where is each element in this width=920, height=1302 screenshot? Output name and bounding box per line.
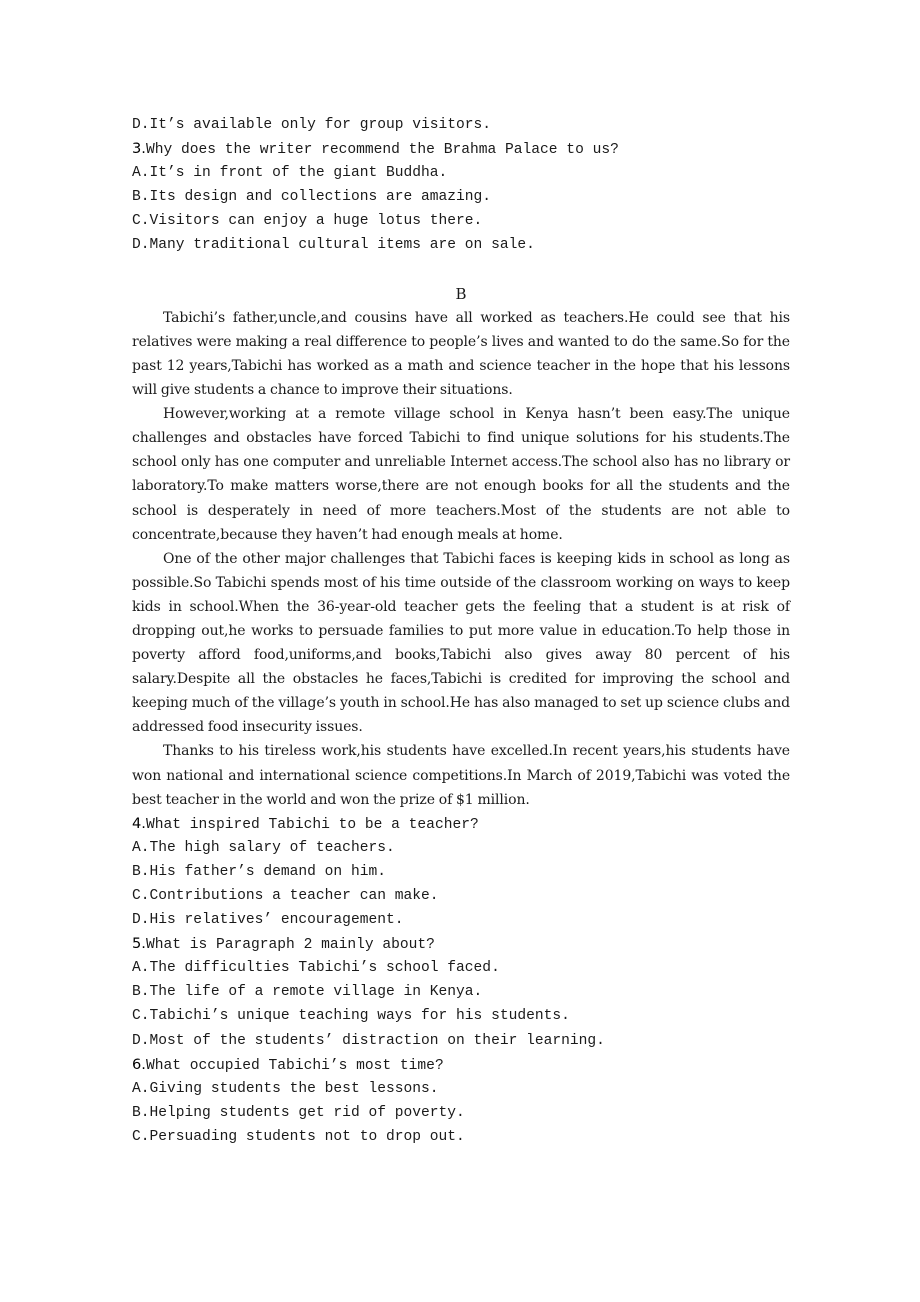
question-4 <box>132 812 790 836</box>
question-number: 5. <box>132 935 146 953</box>
question-text: What occupied Tabichi’s most time? <box>145 1057 444 1074</box>
q5-option-b: B.The life of a remote village in Kenya. <box>132 984 483 1001</box>
paragraph-text: Thanks to his tireless work,his students have excelled.In recent years,his students have won national and international science competitions.In March of 2019,Tabichi was voted the best teacher in the world and won the prize of $1 million. <box>132 743 790 808</box>
q3-option-b: B.Its design and collections are amazing. <box>132 189 492 206</box>
question-number: 6. <box>132 1055 146 1073</box>
q4-option-b: B.His father’s demand on him. <box>132 863 386 880</box>
q3-option-c: C.Visitors can enjoy a huge lotus there. <box>132 213 483 230</box>
section-heading: B <box>455 284 467 303</box>
q4-option-a: A.The high salary of teachers. <box>132 839 395 856</box>
q3-option-d: D.Many traditional cultural items are on sale. <box>132 237 535 254</box>
q4-option-d: D.His relatives’ encouragement. <box>132 912 404 929</box>
paragraph-text: Tabichi’s father,uncle,and cousins have all worked as teachers.He could see that his relatives were making a real difference to people’s lives and wanted to do the same.So for the past 12 years,Tabichi has worked as a math and science teacher in the hope that his lessons will give students a chance to improve their situations. <box>132 309 790 399</box>
paragraph-text: However,working at a remote village school in Kenya hasn’t been easy.The unique challenges and obstacles have forced Tabichi to find unique solutions for his students.The school only has one computer and unreliable Internet access.The school also has no library or laboratory.To make matters worse,there are not enough books for all the students and the school is desperately in need of more teachers.Most of the students are not able to concentrate,because they haven’t had enough meals at home. <box>132 406 790 543</box>
paragraph-text: One of the other major challenges that Tabichi faces is keeping kids in school as long as possible.So Tabichi spends most of his time outside of the classroom working on ways to keep kids in school.When the 36-year-old teacher gets the feeling that a student is at risk of dropping out,he works to persuade families to put more value in education.To help those in poverty afford food,uniforms,and books,Tabichi also gives away 80 percent of his salary.Despite all the obstacles he faces,Tabichi is credited for improving the school and keeping much of the village’s youth in school.He has also managed to set up science clubs and addressed food insecurity issues. <box>132 550 790 736</box>
q5-option-c: C.Tabichi’s unique teaching ways for his students. <box>132 1008 570 1025</box>
passage-paragraph-2 <box>132 402 790 547</box>
q4-option-c: C.Contributions a teacher can make. <box>132 888 439 904</box>
question-text: Why does the writer recommend the Brahma Palace to us? <box>145 142 619 159</box>
question-number: 3. <box>132 140 146 158</box>
q2-option-d: D.It’s available only for group visitors. <box>132 117 492 133</box>
q3-option-a: A.It’s in front of the giant Buddha. <box>132 165 448 182</box>
q6-option-c: C.Persuading students not to drop out. <box>132 1128 465 1145</box>
question-text: What inspired Tabichi to be a teacher? <box>145 816 479 833</box>
question-3 <box>132 137 790 161</box>
exam-page <box>132 113 790 1149</box>
passage-paragraph-3 <box>132 547 790 740</box>
question-5 <box>132 932 790 956</box>
q5-option-a: A.The difficulties Tabichi’s school faced. <box>132 960 500 977</box>
q6-option-b: B.Helping students get rid of poverty. <box>132 1104 465 1121</box>
q6-option-a: A.Giving students the best lessons. <box>132 1080 439 1097</box>
question-6 <box>132 1053 790 1077</box>
passage-paragraph-4 <box>132 739 790 811</box>
question-number: 4. <box>132 814 146 832</box>
passage-paragraph-1 <box>132 306 790 402</box>
q5-option-d: D.Most of the students’ distraction on their learning. <box>132 1032 605 1049</box>
question-text: What is Paragraph 2 mainly about? <box>145 937 435 954</box>
